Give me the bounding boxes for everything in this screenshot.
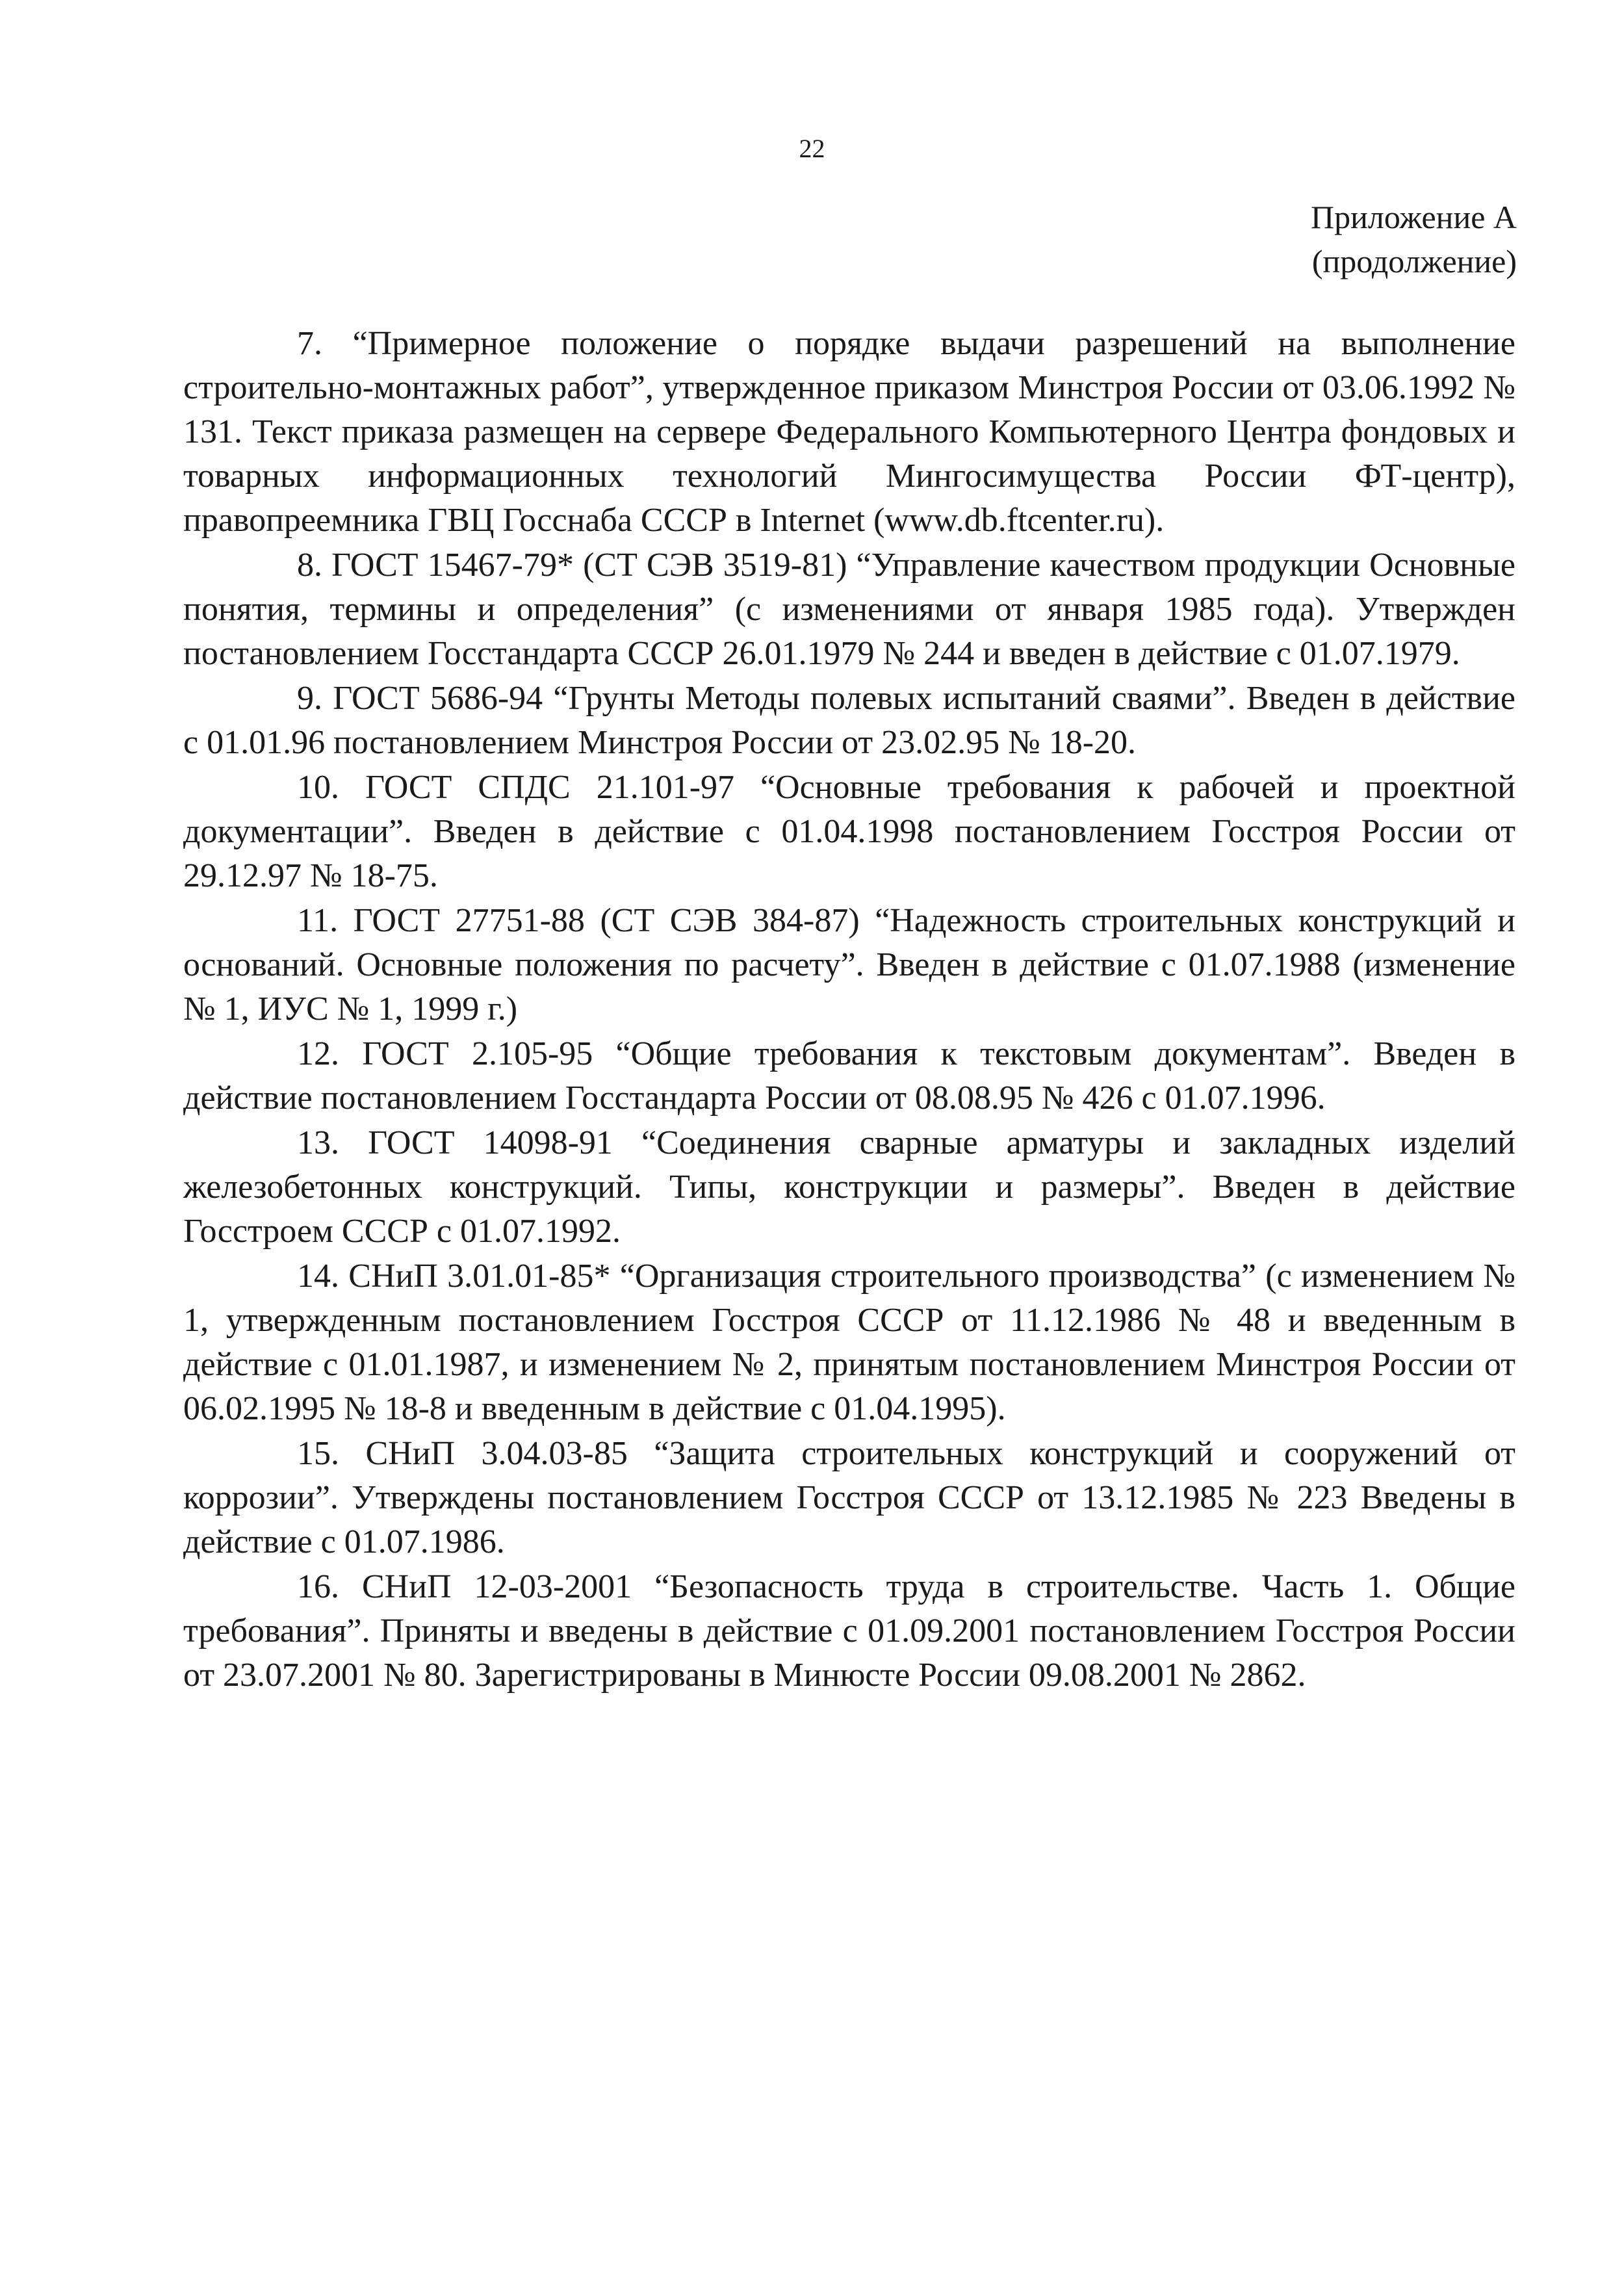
reference-text: ГОСТ 2.105-95 “Общие требования к текстовым документам”. Введен в действие постановлением Госстандарта России от 08.08.95 № 426 с 01.07.1996.	[183, 1035, 1516, 1117]
appendix-title: Приложение А	[1311, 199, 1517, 235]
reference-text: ГОСТ СПДС 21.101-97 “Основные требования к рабочей и проектной документации”. Введен в действие с 01.04.1998 постановлением Госстроя России от 29.12.97 № 18-75.	[183, 769, 1516, 894]
reference-item-15	[183, 1432, 1515, 1564]
reference-item-12	[183, 1032, 1515, 1120]
appendix-subtitle: (продолжение)	[1311, 243, 1517, 279]
reference-item-9	[183, 677, 1515, 765]
reference-number: 10.	[297, 769, 339, 806]
reference-text: СНиП 12-03-2001 “Безопасность труда в строительстве. Часть 1. Общие требования”. Приняты и введены в действие с 01.09.2001 постановлением Госстроя России от 23.07.2001 № 80. Зарегистрированы в Минюсте России 09.08.2001 № 2862.	[183, 1568, 1516, 1694]
page-number: 22	[799, 134, 825, 163]
reference-item-13	[183, 1121, 1515, 1254]
reference-number: 8.	[297, 547, 322, 584]
reference-number: 13.	[297, 1124, 339, 1161]
reference-item-7	[183, 322, 1515, 543]
reference-number: 11.	[297, 902, 339, 939]
reference-list	[183, 322, 1515, 1698]
reference-text: СНиП 3.01.01-85* “Организация строительного производства” (с изменением № 1, утвержденным постановлением Госстроя СССР от 11.12.1986 № 48 и введенным в действие с 01.01.1987, и изменением № 2, принятым постановлением Минстроя России от 06.02.1995 № 18-8 и введенным в действие с 01.04.1995).	[183, 1258, 1515, 1427]
reference-text: ГОСТ 27751-88 (СТ СЭВ 384-87) “Надежность строительных конструкций и оснований. Основные положения по расчету”. Введен в действие с 01.07.1988 (изменение № 1, ИУС № 1, 1999 г.)	[183, 902, 1515, 1027]
reference-number: 16.	[297, 1568, 339, 1605]
reference-text: ГОСТ 5686-94 “Грунты Методы полевых испытаний сваями”. Введен в действие с 01.01.96 постановлением Минстроя России от 23.02.95 № 18-20.	[183, 680, 1515, 761]
reference-item-10	[183, 766, 1515, 898]
reference-text: ГОСТ 14098-91 “Соединения сварные арматуры и закладных изделий железобетонных конструкций. Типы, конструкции и размеры”. Введен в действие Госстроем СССР с 01.07.1992.	[183, 1124, 1515, 1250]
reference-text: СНиП 3.04.03-85 “Защита строительных конструкций и сооружений от коррозии”. Утверждены постановлением Госстроя СССР от 13.12.1985 № 223 Введены в действие с 01.07.1986.	[183, 1435, 1515, 1560]
reference-item-8	[183, 543, 1515, 676]
reference-number: 14.	[297, 1258, 339, 1295]
reference-number: 9.	[297, 680, 322, 717]
reference-number: 15.	[297, 1435, 339, 1472]
appendix-heading	[1311, 195, 1517, 283]
reference-text: ГОСТ 15467-79* (СТ СЭВ 3519-81) “Управление качеством продукции Основные понятия, термины и определения” (с изменениями от января 1985 года). Утвержден постановлением Госстандарта СССР 26.01.1979 № 244 и введен в действие с 01.07.1979.	[183, 547, 1516, 672]
reference-text: “Примерное положение о порядке выдачи разрешений на выполнение строительно-монтажных работ”, утвержденное приказом Минстроя России от 03.06.1992 № 131. Текст приказа размещен на сервере Федерального Компьютерного Центра фондовых и товарных информационных технологий Мингосимущества России ФТ-центр), правопреемника ГВЦ Госснаба СССР в Internet (www.db.ftcenter.ru).	[183, 325, 1516, 539]
reference-item-14	[183, 1254, 1515, 1431]
reference-number: 7.	[297, 325, 322, 362]
reference-item-16	[183, 1565, 1515, 1698]
reference-number: 12.	[297, 1035, 339, 1072]
reference-item-11	[183, 899, 1515, 1031]
